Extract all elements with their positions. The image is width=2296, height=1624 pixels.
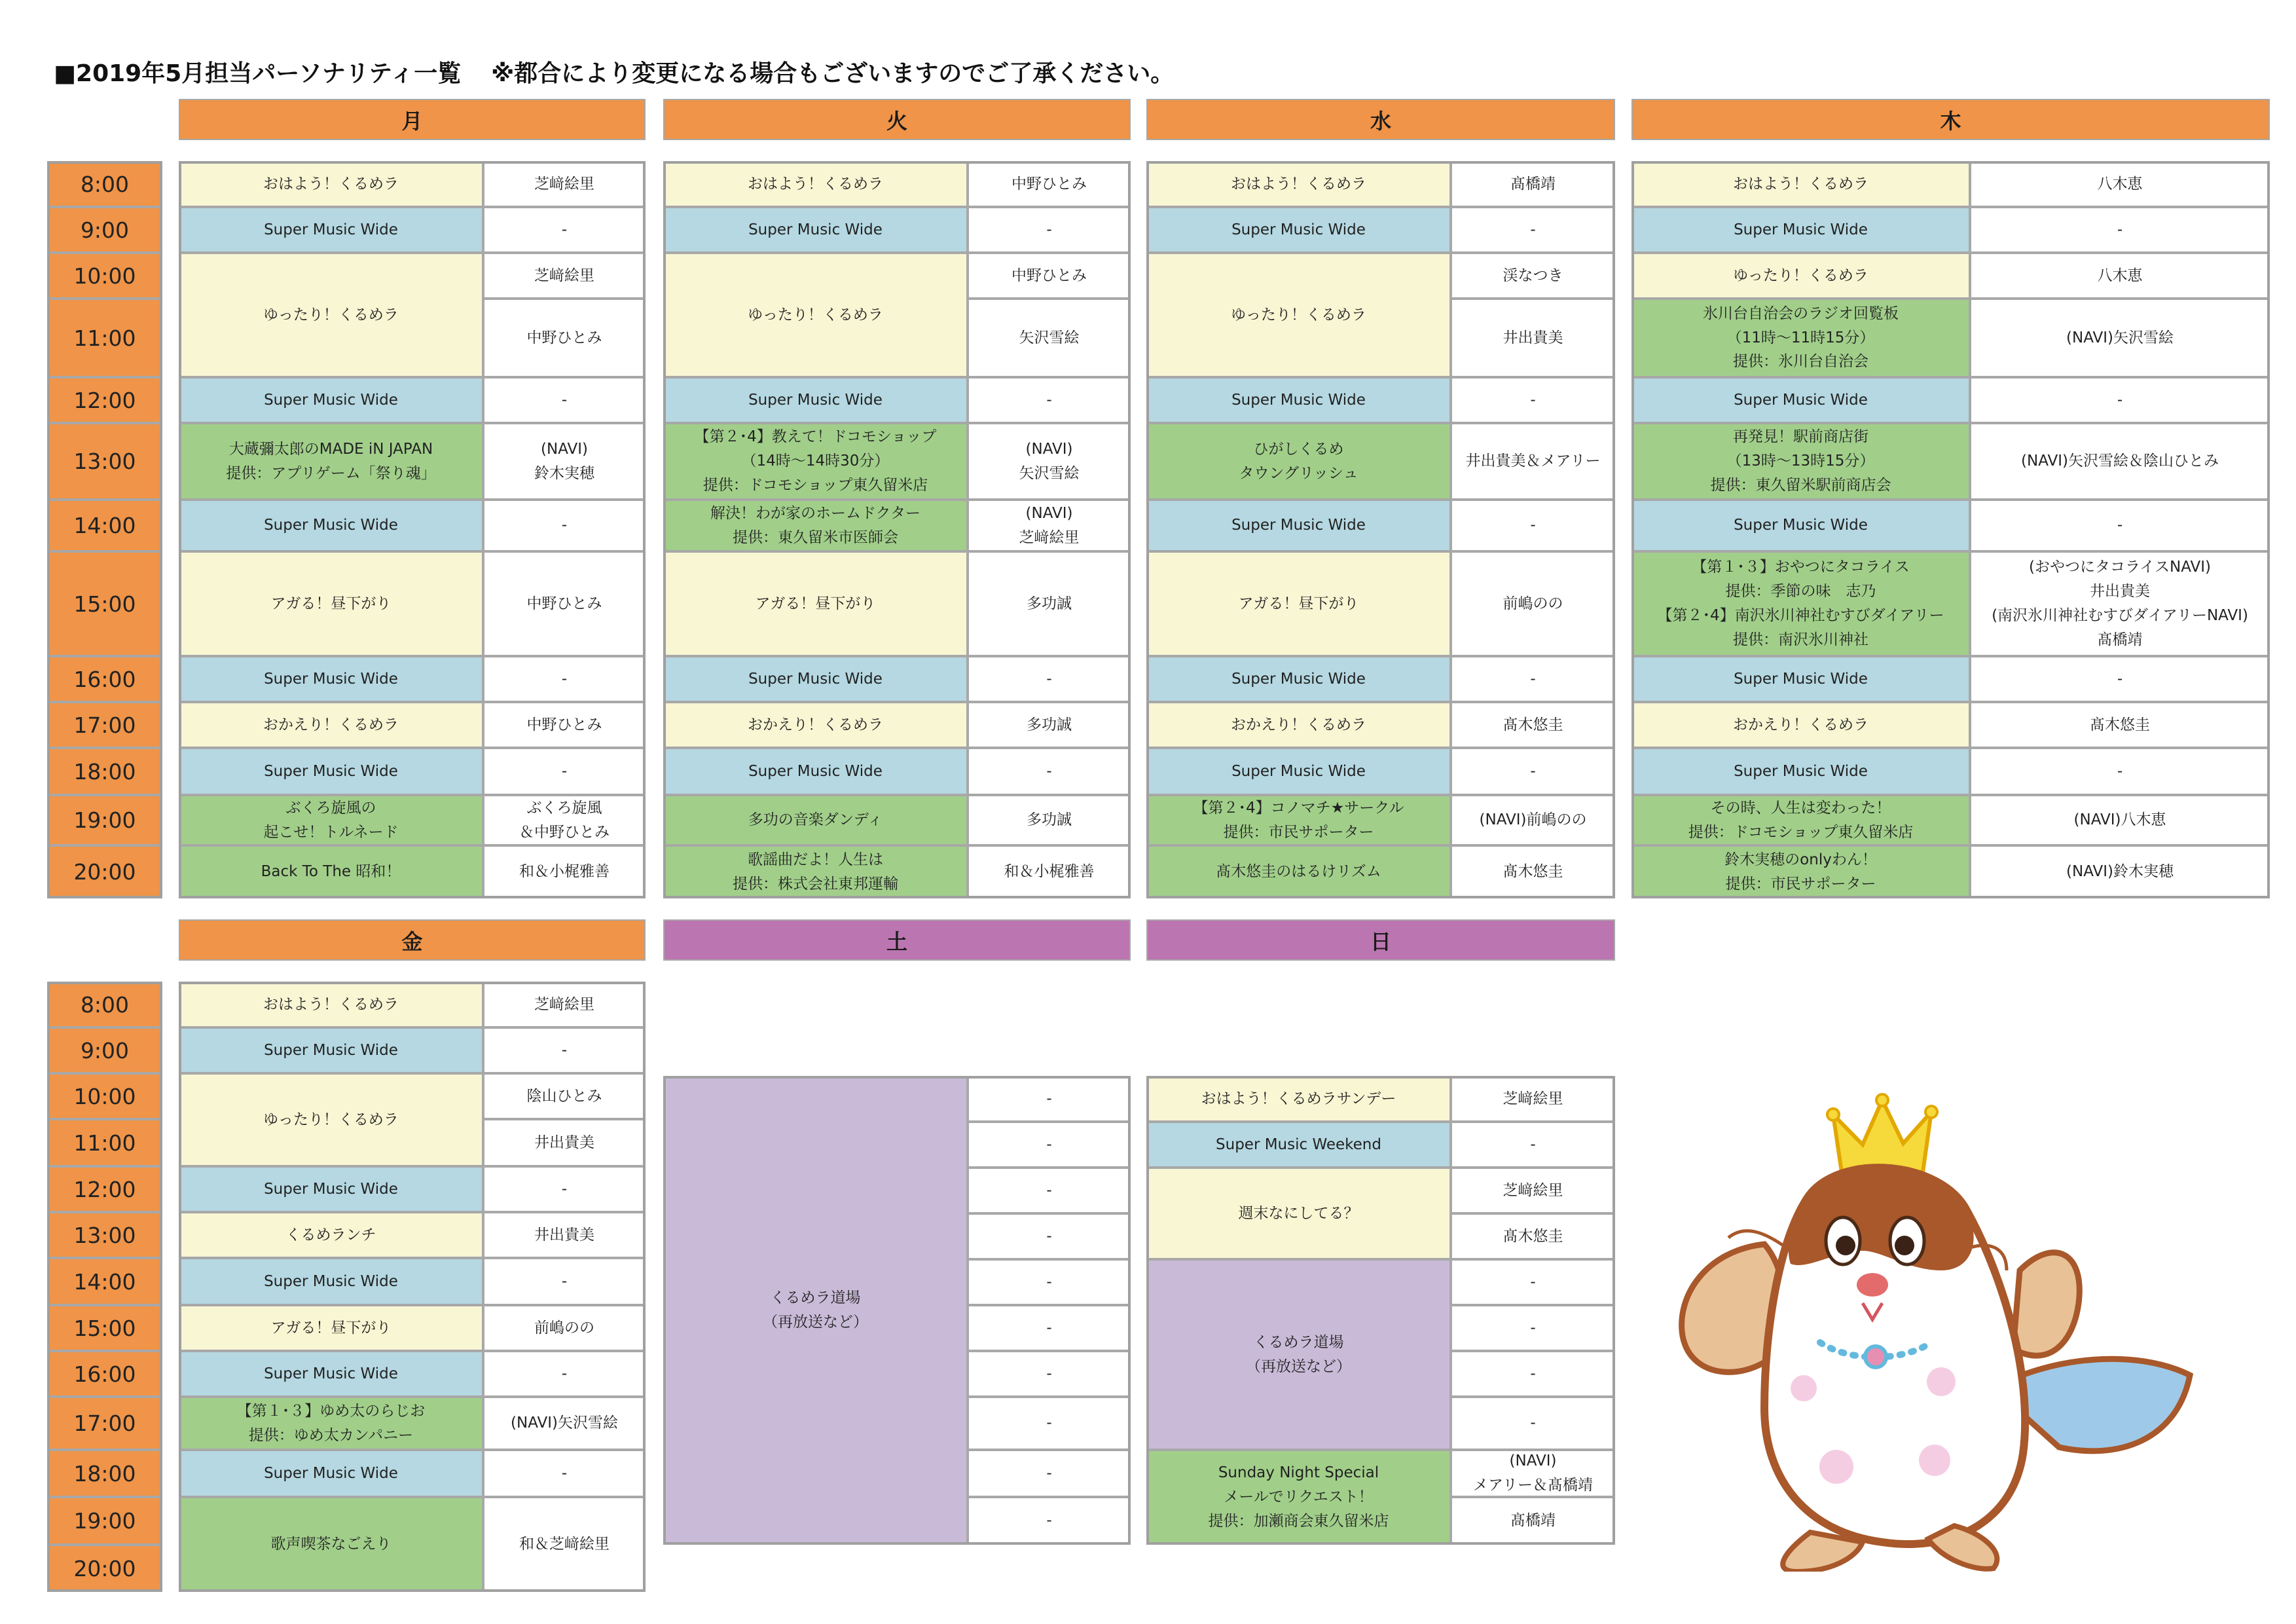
personality-cell: - xyxy=(1970,500,2270,551)
program-cell xyxy=(1631,795,1970,845)
time-label-bottom-1: 9:00 xyxy=(47,1027,162,1073)
text-line: 【第２･4】コノマチ★サークル xyxy=(1193,799,1404,817)
text-line: 解決！わが家のホームドクター xyxy=(710,504,921,522)
program-cell: 髙木悠圭のはるけリズム xyxy=(1146,845,1451,898)
program-cell xyxy=(1146,1450,1451,1545)
time-label-top-8: 16:00 xyxy=(47,656,162,702)
program-cell: Super Music Wide xyxy=(179,1027,483,1073)
time-label-bottom-9: 17:00 xyxy=(47,1397,162,1450)
personality-cell: 陰山ひとみ xyxy=(483,1073,646,1119)
personality-cell: 髙橋靖 xyxy=(1451,161,1615,207)
text-line: (南沢氷川神社むすびダイアリーNAVI) xyxy=(1992,607,2248,624)
text-line: 歌謡曲だよ！人生は xyxy=(748,851,883,868)
text-line: メアリー＆髙橋靖 xyxy=(1472,1477,1594,1494)
text-line: （再放送など） xyxy=(1246,1357,1351,1375)
time-label-bottom-2: 10:00 xyxy=(47,1073,162,1119)
text-line: Sunday Night Special xyxy=(1218,1464,1379,1482)
text-line: (NAVI) xyxy=(1025,440,1073,458)
program-cell: おかえり！くるめラ xyxy=(1146,702,1451,748)
day-header-fri: 金 xyxy=(179,919,646,961)
crown-icon xyxy=(1827,1094,1937,1172)
personality-cell: - xyxy=(483,1351,646,1397)
text-line: 提供：季節の味 志乃 xyxy=(1725,583,1876,600)
personality-cell: 中野ひとみ xyxy=(483,551,646,656)
personality-cell: 前嶋のの xyxy=(483,1305,646,1351)
personality-cell: 矢沢雪絵 xyxy=(968,299,1131,377)
personality-cell: - xyxy=(968,1497,1131,1545)
time-label-top-5: 13:00 xyxy=(47,423,162,500)
personality-cell: 多功誠 xyxy=(968,795,1131,845)
text-line: 提供：東久留米駅前商店会 xyxy=(1710,476,1891,494)
text-line: 提供：南沢氷川神社 xyxy=(1733,631,1868,648)
program-cell: くるめランチ xyxy=(179,1212,483,1258)
time-label-bottom-10: 18:00 xyxy=(47,1450,162,1497)
program-cell: おはよう！くるめラ xyxy=(1146,161,1451,207)
program-cell: Super Music Wide xyxy=(179,1351,483,1397)
program-cell: Super Music Wide xyxy=(1146,500,1451,551)
personality-cell: 井出貴美 xyxy=(483,1119,646,1166)
text-line: (NAVI) xyxy=(1509,1452,1557,1470)
day-header-sat: 土 xyxy=(663,919,1131,961)
time-label-bottom-7: 15:00 xyxy=(47,1305,162,1351)
day-header-sun: 日 xyxy=(1146,919,1615,961)
program-cell: Super Music Wide xyxy=(663,656,968,702)
text-line: 提供：ゆめ太カンパニー xyxy=(248,1426,414,1444)
personality-cell: - xyxy=(483,377,646,423)
text-line: （11時〜11時15分） xyxy=(1726,329,1875,346)
personality-cell: - xyxy=(483,1450,646,1497)
program-cell: アガる！昼下がり xyxy=(663,551,968,656)
personality-cell: 芝﨑絵里 xyxy=(1451,1168,1615,1213)
program-cell: 週末なにしてる？ xyxy=(1146,1168,1451,1259)
time-label-top-9: 17:00 xyxy=(47,702,162,748)
time-label-bottom-8: 16:00 xyxy=(47,1351,162,1397)
program-cell: Super Music Wide xyxy=(1631,207,1970,253)
personality-cell: - xyxy=(968,1397,1131,1450)
program-cell: ゆったり！くるめラ xyxy=(179,253,483,377)
text-line: 再発見！駅前商店街 xyxy=(1733,428,1868,446)
personality-cell xyxy=(968,423,1131,500)
personality-cell: (NAVI)鈴木実穂 xyxy=(1970,845,2270,898)
program-cell: Super Music Wide xyxy=(179,1166,483,1212)
personality-cell: - xyxy=(1451,1351,1615,1397)
page-title xyxy=(54,55,1174,88)
mascot-icon xyxy=(1666,1074,2210,1572)
text-line: くるめラ道場 xyxy=(1253,1333,1344,1351)
program-cell: Super Music Wide xyxy=(1631,656,1970,702)
personality-cell: - xyxy=(1451,656,1615,702)
time-label-top-1: 9:00 xyxy=(47,207,162,253)
personality-cell: 中野ひとみ xyxy=(483,299,646,377)
title-note: ※都合により変更になる場合もございますのでご了承ください。 xyxy=(491,60,1175,87)
program-cell xyxy=(179,423,483,500)
text-line: 提供：アプリゲーム「祭り魂」 xyxy=(226,464,436,482)
personality-cell: 和＆小梶雅善 xyxy=(968,845,1131,898)
program-cell: Back To The 昭和！ xyxy=(179,845,483,898)
program-cell: アガる！昼下がり xyxy=(179,1305,483,1351)
personality-cell: - xyxy=(1451,377,1615,423)
text-line: 【第２･4】教えて！ドコモショップ xyxy=(694,428,937,446)
time-label-top-11: 19:00 xyxy=(47,795,162,845)
program-cell: Super Music Wide xyxy=(179,1450,483,1497)
personality-cell: - xyxy=(1451,1259,1615,1305)
text-line: ぶくろ旋風 xyxy=(526,799,602,817)
program-cell: Super Music Wide xyxy=(179,748,483,795)
program-cell xyxy=(1146,795,1451,845)
text-line: 井出貴美 xyxy=(2090,583,2150,600)
text-line: 【第２･4】南沢氷川神社むすびダイアリー xyxy=(1657,607,1944,624)
personality-cell: 髙木悠圭 xyxy=(1970,702,2270,748)
text-line: その時、人生は変わった！ xyxy=(1710,799,1891,817)
program-cell xyxy=(179,795,483,845)
personality-cell: (NAVI)矢沢雪絵 xyxy=(483,1397,646,1450)
personality-cell: 和＆小梶雅善 xyxy=(483,845,646,898)
program-cell xyxy=(1631,299,1970,377)
text-line: 提供：ドコモショップ東久留米店 xyxy=(1688,823,1914,841)
program-cell: ゆったり！くるめラ xyxy=(179,1073,483,1166)
time-label-top-3: 11:00 xyxy=(47,299,162,377)
text-line: 提供：市民サポーター xyxy=(1223,823,1374,841)
program-cell xyxy=(179,1397,483,1450)
personality-cell: - xyxy=(483,656,646,702)
text-line: タウングリッシュ xyxy=(1239,464,1358,482)
time-label-top-0: 8:00 xyxy=(47,161,162,207)
text-line: 提供：東久留米市医師会 xyxy=(733,528,898,546)
program-cell: アガる！昼下がり xyxy=(1146,551,1451,656)
title-text: ■2019年5月担当パーソナリティ一覧 xyxy=(54,60,462,87)
personality-cell: - xyxy=(1451,207,1615,253)
personality-cell: - xyxy=(1451,1305,1615,1351)
day-header-tue: 火 xyxy=(663,99,1131,140)
program-cell: Super Music Wide xyxy=(179,207,483,253)
personality-cell: - xyxy=(968,1305,1131,1351)
personality-cell: - xyxy=(968,1450,1131,1497)
program-cell: おはよう！くるめラ xyxy=(179,161,483,207)
personality-cell: - xyxy=(1970,207,2270,253)
personality-cell xyxy=(1970,551,2270,656)
saturday-program-cell xyxy=(663,1076,968,1545)
personality-cell: - xyxy=(483,207,646,253)
program-cell: ゆったり！くるめラ xyxy=(1631,253,1970,299)
program-cell xyxy=(1631,845,1970,898)
day-header-mon: 月 xyxy=(179,99,646,140)
personality-cell: - xyxy=(968,1259,1131,1305)
program-cell: Super Music Wide xyxy=(1146,748,1451,795)
text-line: 【第１･３】おやつにタコライス xyxy=(1692,559,1910,576)
personality-cell: - xyxy=(968,1351,1131,1397)
program-cell: おかえり！くるめラ xyxy=(179,702,483,748)
personality-cell: 髙木悠圭 xyxy=(1451,845,1615,898)
time-label-top-12: 20:00 xyxy=(47,845,162,898)
personality-cell: (NAVI)矢沢雪絵＆陰山ひとみ xyxy=(1970,423,2270,500)
program-cell xyxy=(663,500,968,551)
text-line: ぶくろ旋風の xyxy=(285,799,376,817)
program-cell: Super Music Wide xyxy=(179,1258,483,1305)
program-cell: ゆったり！くるめラ xyxy=(1146,253,1451,377)
time-label-bottom-11: 19:00 xyxy=(47,1497,162,1545)
program-cell xyxy=(663,845,968,898)
time-label-top-10: 18:00 xyxy=(47,748,162,795)
program-cell: Super Music Wide xyxy=(179,656,483,702)
program-cell: おはよう！くるめラサンデー xyxy=(1146,1076,1451,1122)
program-cell xyxy=(1631,551,1970,656)
personality-cell: - xyxy=(968,1122,1131,1168)
personality-cell xyxy=(483,423,646,500)
program-cell: Super Music Wide xyxy=(179,500,483,551)
personality-cell: (NAVI)矢沢雪絵 xyxy=(1970,299,2270,377)
text-line: 提供：加瀬商会東久留米店 xyxy=(1208,1512,1389,1530)
time-label-top-6: 14:00 xyxy=(47,500,162,551)
personality-cell: - xyxy=(1451,1122,1615,1168)
personality-cell: 八木恵 xyxy=(1970,253,2270,299)
personality-cell: 中野ひとみ xyxy=(968,253,1131,299)
personality-cell: 井出貴美 xyxy=(1451,299,1615,377)
program-cell: ゆったり！くるめラ xyxy=(663,253,968,377)
text-line: (NAVI) xyxy=(541,440,588,458)
personality-cell: 髙木悠圭 xyxy=(1451,1213,1615,1259)
personality-cell: - xyxy=(483,1027,646,1073)
program-cell xyxy=(1631,423,1970,500)
personality-cell: 多功誠 xyxy=(968,702,1131,748)
time-label-top-4: 12:00 xyxy=(47,377,162,423)
text-line: 提供：ドコモショップ東久留米店 xyxy=(702,476,928,494)
text-line: （再放送など） xyxy=(763,1314,868,1331)
program-cell xyxy=(663,423,968,500)
text-line: くるめラ道場 xyxy=(770,1289,861,1307)
program-cell: おはよう！くるめラ xyxy=(1631,161,1970,207)
personality-cell: - xyxy=(968,1076,1131,1122)
program-cell: 歌声喫茶なごえり xyxy=(179,1497,483,1592)
program-cell: Super Music Wide xyxy=(179,377,483,423)
program-cell: 多功の音楽ダンディ xyxy=(663,795,968,845)
text-line: 【第１･３】ゆめ太のらじお xyxy=(236,1402,426,1420)
program-cell: おかえり！くるめラ xyxy=(1631,702,1970,748)
time-label-bottom-0: 8:00 xyxy=(47,982,162,1027)
personality-cell: - xyxy=(483,748,646,795)
personality-cell: - xyxy=(1970,656,2270,702)
personality-cell: - xyxy=(968,1168,1131,1213)
program-cell: Super Music Wide xyxy=(1631,377,1970,423)
time-label-bottom-4: 12:00 xyxy=(47,1166,162,1212)
personality-cell: - xyxy=(1970,748,2270,795)
personality-cell: 中野ひとみ xyxy=(968,161,1131,207)
personality-cell: (NAVI)八木恵 xyxy=(1970,795,2270,845)
personality-cell: - xyxy=(968,656,1131,702)
text-line: 芝﨑絵里 xyxy=(1019,528,1080,546)
personality-cell: 髙橋靖 xyxy=(1451,1497,1615,1545)
personality-cell: 芝﨑絵里 xyxy=(483,982,646,1027)
personality-cell: 井出貴美 xyxy=(483,1212,646,1258)
program-cell: Super Music Wide xyxy=(1146,207,1451,253)
program-cell: おかえり！くるめラ xyxy=(663,702,968,748)
text-line: 矢沢雪絵 xyxy=(1019,464,1080,482)
program-cell xyxy=(1146,1259,1451,1450)
personality-cell: (NAVI)前嶋のの xyxy=(1451,795,1615,845)
program-cell: おはよう！くるめラ xyxy=(663,161,968,207)
personality-cell: - xyxy=(483,1258,646,1305)
program-cell: Super Music Weekend xyxy=(1146,1122,1451,1168)
text-line: 起こせ！トルネード xyxy=(263,823,399,841)
time-label-bottom-12: 20:00 xyxy=(47,1545,162,1592)
text-line: 大蔵彌太郎のMADE iN JAPAN xyxy=(228,440,433,458)
personality-cell: 芝﨑絵里 xyxy=(1451,1076,1615,1122)
personality-cell: 中野ひとみ xyxy=(483,702,646,748)
personality-cell: - xyxy=(1970,377,2270,423)
personality-cell: - xyxy=(968,207,1131,253)
time-label-top-2: 10:00 xyxy=(47,253,162,299)
text-line: 提供：株式会社東邦運輸 xyxy=(733,875,898,893)
program-cell: アガる！昼下がり xyxy=(179,551,483,656)
personality-cell xyxy=(1451,1450,1615,1497)
day-header-wed: 水 xyxy=(1146,99,1615,140)
text-line: （13時〜13時15分） xyxy=(1726,452,1875,470)
personality-cell: 八木恵 xyxy=(1970,161,2270,207)
time-label-top-7: 15:00 xyxy=(47,551,162,656)
text-line: メールでリクエスト！ xyxy=(1224,1488,1374,1506)
text-line: 提供：氷川台自治会 xyxy=(1733,353,1868,371)
program-cell: おはよう！くるめラ xyxy=(179,982,483,1027)
personality-cell xyxy=(968,500,1131,551)
personality-cell xyxy=(483,795,646,845)
personality-cell: 髙木悠圭 xyxy=(1451,702,1615,748)
program-cell: Super Music Wide xyxy=(663,748,968,795)
time-label-bottom-5: 13:00 xyxy=(47,1212,162,1258)
program-cell: Super Music Wide xyxy=(663,207,968,253)
text-line: 提供：市民サポーター xyxy=(1725,875,1876,893)
program-cell: Super Music Wide xyxy=(1146,656,1451,702)
personality-cell: 井出貴美＆メアリー xyxy=(1451,423,1615,500)
text-line: ひがしくるめ xyxy=(1253,440,1344,458)
text-line: （14時〜14時30分） xyxy=(741,452,890,470)
day-header-thu: 木 xyxy=(1631,99,2270,140)
time-label-bottom-6: 14:00 xyxy=(47,1258,162,1305)
personality-cell: 芝﨑絵里 xyxy=(483,253,646,299)
personality-cell: - xyxy=(1451,500,1615,551)
personality-cell: - xyxy=(483,1166,646,1212)
text-line: 氷川台自治会のラジオ回覧板 xyxy=(1703,304,1899,322)
program-cell: Super Music Wide xyxy=(663,377,968,423)
text-line: 鈴木実穂のonlyわん！ xyxy=(1724,851,1877,868)
personality-cell: 和＆芝﨑絵里 xyxy=(483,1497,646,1592)
time-label-bottom-3: 11:00 xyxy=(47,1119,162,1166)
personality-cell: - xyxy=(483,500,646,551)
personality-cell: - xyxy=(1451,1397,1615,1450)
text-line: ＆中野ひとみ xyxy=(519,823,610,841)
program-cell xyxy=(1146,423,1451,500)
personality-cell: - xyxy=(968,748,1131,795)
program-cell: Super Music Wide xyxy=(1146,377,1451,423)
personality-cell: 芝﨑絵里 xyxy=(483,161,646,207)
program-cell: Super Music Wide xyxy=(1631,748,1970,795)
personality-cell: - xyxy=(968,377,1131,423)
personality-cell: 前嶋のの xyxy=(1451,551,1615,656)
personality-cell: - xyxy=(1451,748,1615,795)
program-cell: Super Music Wide xyxy=(1631,500,1970,551)
text-line: 鈴木実穂 xyxy=(534,464,594,482)
text-line: (NAVI) xyxy=(1025,504,1073,522)
personality-cell: - xyxy=(968,1213,1131,1259)
text-line: 髙橋靖 xyxy=(2097,631,2143,648)
text-line: (おやつにタコライスNAVI) xyxy=(2028,559,2211,576)
personality-cell: 多功誠 xyxy=(968,551,1131,656)
personality-cell: 渓なつき xyxy=(1451,253,1615,299)
